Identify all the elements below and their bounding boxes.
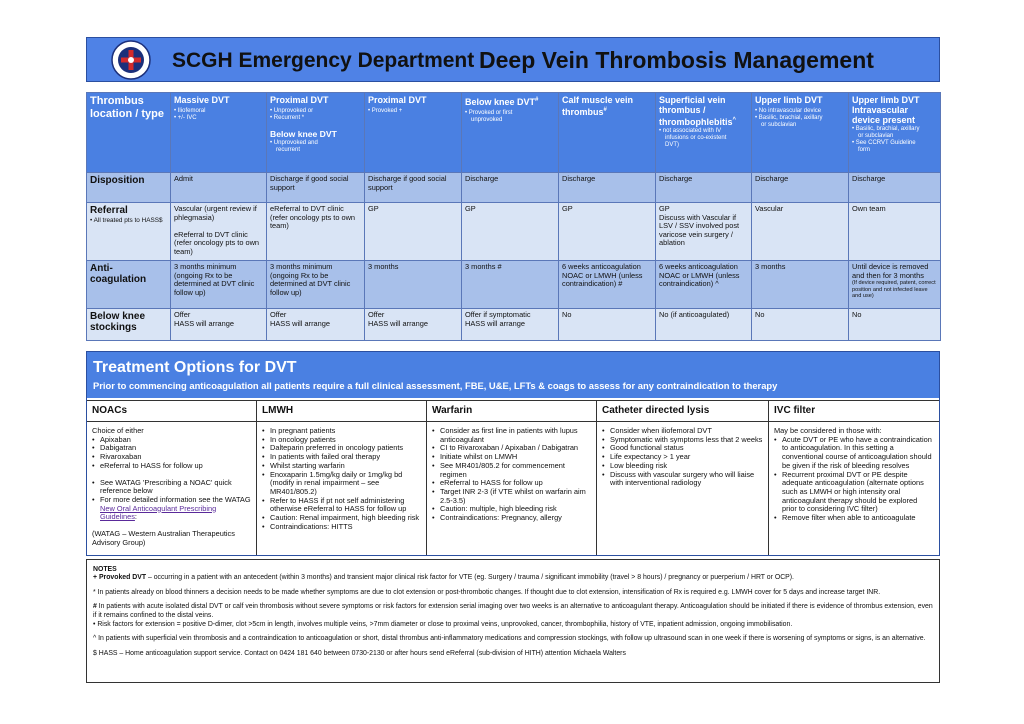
list-item: • Target INR 2-3 (if VTE whilst on warfarin aim 2.5-3.5) xyxy=(440,488,591,505)
table-cell: Discharge xyxy=(656,173,752,203)
table-cell: Discharge xyxy=(752,173,849,203)
list-item: • Dalteparin preferred in oncology patients xyxy=(270,444,421,453)
list-item: • Symptomatic with symptoms less that 2 weeks xyxy=(610,436,763,445)
hospital-crest-logo xyxy=(111,40,151,80)
table-corner-label: Thrombus location / type xyxy=(87,93,171,173)
noacs-heading: NOACs xyxy=(87,400,256,422)
list-item: • Enoxaparin 1.5mg/kg daily or 1mg/kg bd (modify in renal impairment – see MR401/805.2) xyxy=(270,471,421,497)
ivc-intro: May be considered in those with: xyxy=(774,426,882,435)
table-cell: Offer HASS will arrange xyxy=(365,309,462,341)
watag-footnote: (WATAG – Western Australian Therapeutics Advisory Group) xyxy=(92,529,235,547)
catheter-column xyxy=(597,400,769,555)
row-label-disposition: Disposition xyxy=(87,173,171,203)
row-label-stockings: Below knee stockings xyxy=(87,309,171,341)
note-star: * In patients already on blood thinners a decision needs to be made whether symptoms are due to clot extension or post-thrombotic changes. If thought due to clot extension, intensification of Rx is required e.g. LMWH cover for 5 days and increase target INR. xyxy=(93,588,881,596)
notes-section xyxy=(86,559,940,683)
treatment-subtitle: Prior to commencing anticoagulation all patients require a full clinical assessment, FBE, U&E, LFTs & coags to assess for any contraindication to therapy xyxy=(93,380,778,391)
list-item: • eReferral to HASS for follow up xyxy=(100,462,251,471)
list-item: • In pregnant patients xyxy=(270,427,421,436)
list-item: • Acute DVT or PE who have a contraindication to anticoagulation. In this setting a conventional course of anticoagulation should be given if the risk of bleeding resolves xyxy=(782,436,934,471)
table-cell: Discharge xyxy=(849,173,941,203)
list-item: • Whilst starting warfarin xyxy=(270,462,421,471)
dvt-location-table xyxy=(86,92,941,341)
table-cell: Until device is removed and then for 3 months (If device required, patent, correct position and not infected leave and use) xyxy=(849,261,941,309)
page-title: Deep Vein Thrombosis Management xyxy=(479,47,874,73)
list-item: • Dabigatran xyxy=(100,444,251,453)
warfarin-column xyxy=(427,400,597,555)
list-item: • CI to Rivaroxaban / Apixaban / Dabigatran xyxy=(440,444,591,453)
list-item: • Contraindications: HITTS xyxy=(270,523,421,532)
noacs-intro: Choice of either xyxy=(92,426,144,435)
note-hash: # In patients with acute isolated distal DVT or calf vein thrombosis without severe symptoms or risk factors for extension serial imaging over two weeks is an alternative to anticoagulant therapy. Anticoagulation should be initiated if there is evidence of thrombus extension, even if it remains confined to the distal veins. xyxy=(93,603,933,619)
list-item: • In patients with failed oral therapy xyxy=(270,453,421,462)
table-cell: No (if anticoagulated) xyxy=(656,309,752,341)
list-item: • In oncology patients xyxy=(270,436,421,445)
table-cell: GP xyxy=(559,203,656,261)
table-cell: GP xyxy=(462,203,559,261)
list-item: • Caution: Renal impairment, high bleeding risk xyxy=(270,514,421,523)
table-cell: Offer HASS will arrange xyxy=(267,309,365,341)
table-cell: No xyxy=(752,309,849,341)
table-cell: No xyxy=(849,309,941,341)
table-cell: 3 months minimum (ongoing Rx to be determined at DVT clinic follow up) xyxy=(171,261,267,309)
noac-guidelines-link[interactable]: New Oral Anticoagulant Prescribing Guidelines xyxy=(100,503,217,522)
table-cell: Discharge if good social support xyxy=(365,173,462,203)
list-item: • Apixaban xyxy=(100,436,251,445)
table-cell: GP Discuss with Vascular if LSV / SSV involved post varicose vein surgery / ablation xyxy=(656,203,752,261)
list-item: • Consider when iliofemoral DVT xyxy=(610,427,763,436)
department-title: SCGH Emergency Department xyxy=(172,49,475,72)
note-risk: • Risk factors for extension = positive D-dimer, clot >5cm in length, involves multiple veins, >7mm diameter or close to proximal veins, unprovoked, cancer, thrombophilia, history of VTE, inpatient admission, ongoing immobilisation. xyxy=(93,621,793,629)
note-hass: $ HASS – Home anticoagulation support service. Contact on 0424 181 640 between 0730-2130 or after hours send eReferral (sub-division of HITH) attention Michaela Walters xyxy=(93,649,626,657)
table-cell: GP xyxy=(365,203,462,261)
table-cell: Discharge if good social support xyxy=(267,173,365,203)
table-cell: 3 months # xyxy=(462,261,559,309)
list-item: • Refer to HASS if pt not self administering otherwise eReferral to HASS for follow up xyxy=(270,497,421,514)
table-cell: 3 months xyxy=(365,261,462,309)
note-caret: ^ In patients with superficial vein thrombosis and a contraindication to anticoagulation or short, distal thrombus anti-inflammatory medications and compression stockings, with follow up ultrasound scan in one week if there is worsening of symptoms or signs, is an alternative. xyxy=(93,635,926,643)
table-cell: Admit xyxy=(171,173,267,203)
table-cell: 6 weeks anticoagulation NOAC or LMWH (unless contraindication) ^ xyxy=(656,261,752,309)
column-header: Proximal DVT • Unprovoked or • Recurrent * Below knee DVT • Unprovoked and recurrent xyxy=(267,93,365,173)
column-header: Proximal DVT • Provoked + xyxy=(365,93,462,173)
column-header: Calf muscle vein thrombus# xyxy=(559,93,656,173)
table-cell: Offer HASS will arrange xyxy=(171,309,267,341)
warfarin-heading: Warfarin xyxy=(427,400,596,422)
table-cell: 3 months minimum (ongoing Rx to be determined at DVT clinic follow up) xyxy=(267,261,365,309)
list-item: • For more detailed information see the WATAG New Oral Anticoagulant Prescribing Guidelines: xyxy=(100,496,251,522)
list-item: • Remove filter when able to anticoagulate xyxy=(782,514,934,523)
row-label-anticoagulation: Anti-coagulation xyxy=(87,261,171,309)
table-cell: Discharge xyxy=(462,173,559,203)
catheter-heading: Catheter directed lysis xyxy=(597,400,768,422)
table-cell: Offer if symptomatic HASS will arrange xyxy=(462,309,559,341)
list-item: • Low bleeding risk xyxy=(610,462,763,471)
list-item: • Initiate whilst on LMWH xyxy=(440,453,591,462)
table-cell: Vascular xyxy=(752,203,849,261)
list-item: • Consider as first line in patients with lupus anticoagulant xyxy=(440,427,591,444)
table-cell: eReferral to DVT clinic (refer oncology pts to own team) xyxy=(267,203,365,261)
list-item: • eReferral to HASS for follow up xyxy=(440,479,591,488)
column-header: Massive DVT • Iliofemoral • +/- IVC xyxy=(171,93,267,173)
list-item: • Good functional status xyxy=(610,444,763,453)
list-item: • See MR401/805.2 for commencement regimen xyxy=(440,462,591,479)
list-item: • Caution: multiple, high bleeding risk xyxy=(440,505,591,514)
ivc-column xyxy=(769,400,939,555)
page-header xyxy=(86,37,940,82)
table-cell: Vascular (urgent review if phlegmasia) eReferral to DVT clinic (refer oncology pts to own team) xyxy=(171,203,267,261)
list-item: • Recurrent proximal DVT or PE despite adequate anticoagulation (alternate options such as LMWH or high intensity oral anticoagulant therapy should be explored prior to considering IVC filter) xyxy=(782,471,934,515)
row-label-referral: Referral • All treated pts to HASS$ xyxy=(87,203,171,261)
column-header: Upper limb DVT Intravascular device present • Basilic, brachial, axillary or subclavian • See CCRVT Guideline form xyxy=(849,93,941,173)
table-cell: 3 months xyxy=(752,261,849,309)
treatment-title: Treatment Options for DVT xyxy=(93,359,297,376)
lmwh-column xyxy=(257,400,427,555)
treatment-banner xyxy=(87,352,939,398)
ivc-heading: IVC filter xyxy=(769,400,939,422)
list-item: • See WATAG 'Prescribing a NOAC' quick reference below xyxy=(100,479,251,496)
column-header: Below knee DVT# • Provoked or first unprovoked xyxy=(462,93,559,173)
table-cell: No xyxy=(559,309,656,341)
column-header: Superficial vein thrombus / thrombophlebitis^ • not associated with IV infusions or co-existent DVT) xyxy=(656,93,752,173)
list-item: • Contraindications: Pregnancy, allergy xyxy=(440,514,591,523)
table-cell: Own team xyxy=(849,203,941,261)
list-item: • Rivaroxaban xyxy=(100,453,251,462)
column-header: Upper limb DVT • No intravascular device • Basilic, brachial, axillary or subclavian xyxy=(752,93,849,173)
note-provoked: + Provoked DVT – occurring in a patient with an antecedent (within 3 months) and transient major clinical risk factor for VTE (eg. Surgery / trauma / significant immobility (travel > 8 hours) / pregnancy or puerperium / HRT or OCP). xyxy=(93,574,794,582)
notes-heading: NOTES xyxy=(93,566,117,573)
treatment-options-section xyxy=(86,351,940,556)
list-item: • Discuss with vascular surgery who will liaise with interventional radiology xyxy=(610,471,763,488)
table-cell: 6 weeks anticoagulation NOAC or LMWH (unless contraindication) # xyxy=(559,261,656,309)
lmwh-heading: LMWH xyxy=(257,400,426,422)
noacs-column xyxy=(87,400,257,555)
list-item: • Life expectancy > 1 year xyxy=(610,453,763,462)
table-cell: Discharge xyxy=(559,173,656,203)
